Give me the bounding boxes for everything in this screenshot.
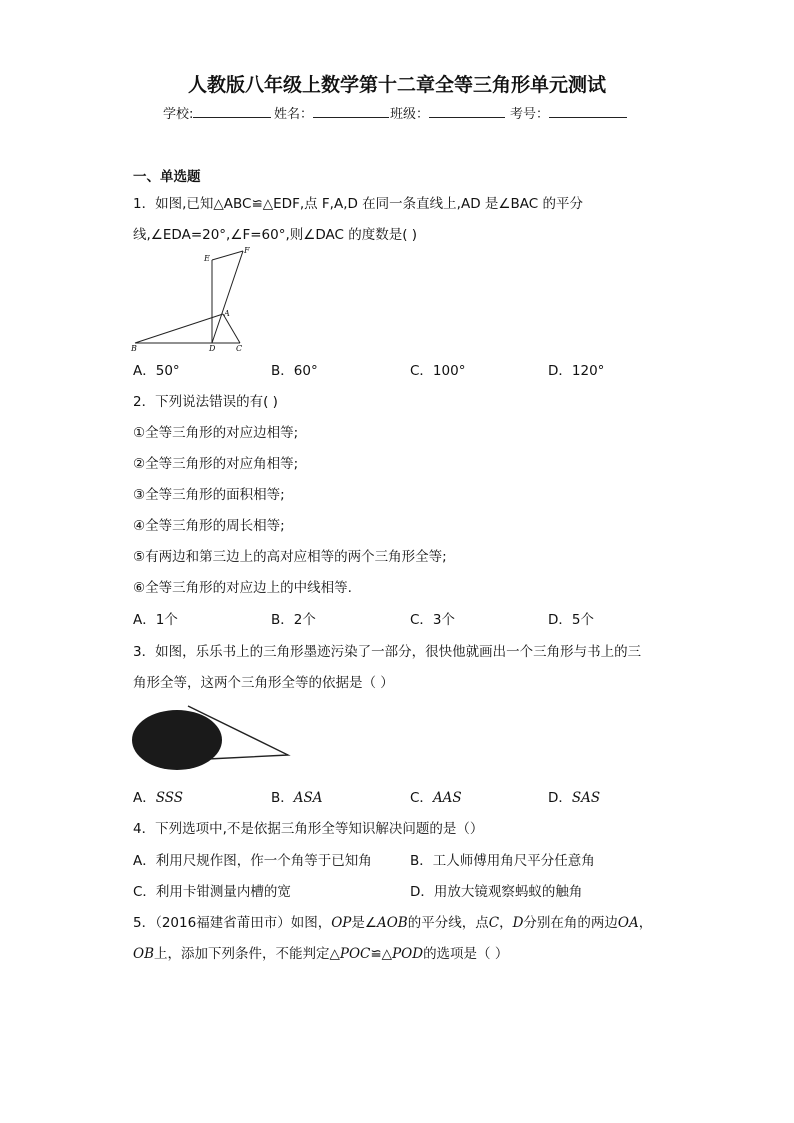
q3-option-c-value: AAS [432,790,462,806]
q2-statement-4: ④全等三角形的周长相等; [133,518,285,534]
label-f: F [244,246,250,255]
label-d: D [209,344,216,353]
page-title: 人教版八年级上数学第十二章全等三角形单元测试 [187,74,606,96]
label-b: B [131,344,137,353]
q5-line1-part6: ， [638,915,653,931]
q5-op: OP [331,915,352,931]
q1-line2: 线,∠EDA=20°,∠F=60°,则∠DAC 的度数是( ) [133,227,418,243]
q1-option-d[interactable]: D．120° [548,363,605,379]
q3-option-d-letter: D． [548,790,572,806]
q1-option-a[interactable]: A．50° [133,363,180,379]
school-field [163,103,271,122]
q3-option-a-letter: A． [133,790,156,806]
ink-stain [132,710,222,770]
q5-line2 [133,942,508,962]
q2-statement-1: ①全等三角形的对应边相等; [133,425,299,441]
q4-option-a[interactable]: A．利用尺规作图，作一个角等于已知角 [133,853,372,869]
segment-ac [223,314,240,343]
q5-line1-part1: 5．（2016福建省莆田市）如图， [133,915,332,931]
q1-line1: 1．如图,已知△ABC≌△EDF,点 F,A,D 在同一条直线上,AD 是∠BAC 的平分 [133,196,583,212]
name-field [274,103,389,122]
q3-option-b-value: ASA [293,790,323,806]
q5-aob: AOB [376,915,408,931]
q3-option-b[interactable] [271,786,323,806]
class-blank[interactable] [429,103,505,118]
number-field [510,103,627,122]
q5-line2-part3: 的选项是（ ） [423,946,509,962]
label-c: C [236,344,243,353]
q5-poc: POC [339,946,371,962]
class-label: 班级： [390,107,430,122]
school-blank[interactable] [193,103,271,118]
q3-option-c-letter: C． [410,790,433,806]
section-title: 一、单选题 [133,169,201,185]
segment-ba [135,314,223,343]
q5-line1-part2: 是∠ [351,915,377,931]
q2-option-b[interactable]: B．2个 [271,612,316,628]
q4-option-c[interactable]: C．利用卡钳测量内槽的宽 [133,884,291,900]
q3-option-c[interactable] [410,786,462,806]
q5-line1-part3: 的平分线，点 [407,915,489,931]
q5-ob: OB [133,946,154,962]
q5-line1 [133,911,652,931]
q1-option-c[interactable]: C．100° [410,363,466,379]
q3-option-d[interactable] [548,786,600,806]
label-e: E [204,254,210,263]
q5-line1-part5: 分别在角的两边 [523,915,618,931]
segment-fd [212,251,243,343]
q2-statement-2: ②全等三角形的对应角相等; [133,456,299,472]
q2-option-c[interactable]: C．3个 [410,612,456,628]
q2-option-a[interactable]: A．1个 [133,612,178,628]
class-field [390,103,505,122]
q5-point-d: D [512,915,524,931]
q2-option-d[interactable]: D．5个 [548,612,594,628]
q3-line1: 3．如图，乐乐书上的三角形墨迹污染了一部分，很快他就画出一个三角形与书上的三 [133,644,642,660]
q3-line2: 角形全等，这两个三角形全等的依据是（ ） [133,675,394,691]
name-blank[interactable] [313,103,389,118]
number-label: 考号： [510,107,550,122]
school-label: 学校: [163,107,194,122]
q4-option-d[interactable]: D．用放大镜观察蚂蚁的触角 [410,884,583,900]
q2-stem: 2．下列说法错误的有( ) [133,394,278,410]
number-blank[interactable] [549,103,627,118]
q5-point-c: C [488,915,500,931]
q1-triangle-figure [128,244,258,354]
q2-statement-3: ③全等三角形的面积相等; [133,487,285,503]
q5-line2-part2: ≌△ [370,946,393,962]
q3-option-b-letter: B． [271,790,294,806]
q3-option-d-value: SAS [571,790,601,806]
name-label: 姓名： [274,107,314,122]
q5-line2-part1: 上，添加下列条件，不能判定△ [154,946,340,962]
segment-ef [212,251,243,260]
q5-oa: OA [617,915,639,931]
q3-option-a-value: SSS [155,790,184,806]
q1-option-b[interactable]: B．60° [271,363,318,379]
q5-pod: POD [392,946,424,962]
q3-option-a[interactable] [133,786,183,806]
label-a: A [224,309,230,318]
q4-option-b[interactable]: B．工人师傅用角尺平分任意角 [410,853,595,869]
q2-statement-5: ⑤有两边和第三边上的高对应相等的两个三角形全等; [133,549,447,565]
q5-line1-part4: ， [499,915,513,931]
q3-ink-stained-triangle [130,700,298,775]
q2-statement-6: ⑥全等三角形的对应边上的中线相等. [133,580,352,596]
q4-stem: 4．下列选项中,不是依据三角形全等知识解决问题的是（） [133,821,484,837]
